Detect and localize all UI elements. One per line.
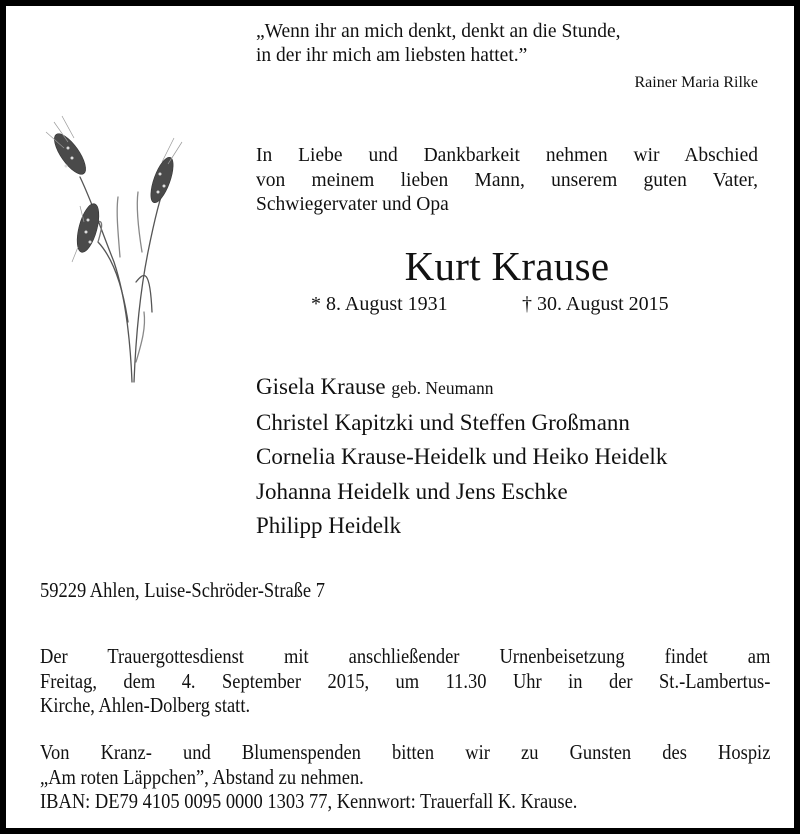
donation-line: „Am roten Läppchen”, Abstand zu nehmen. — [40, 764, 364, 789]
quote-author: Rainer Maria Rilke — [634, 74, 758, 91]
intro-line: In Liebe und Dankbarkeit nehmen wir Abschied — [256, 145, 758, 166]
mourner-name: Gisela Krause — [256, 374, 386, 399]
deceased-name: Kurt Krause — [404, 243, 610, 289]
donation-request — [40, 740, 770, 814]
birth-date: * 8. August 1931 — [311, 293, 448, 315]
service-line: Freitag, dem 4. September 2015, um 11.30 Uhr in der St.-Lambertus- — [40, 668, 771, 693]
mourner-line: Cornelia Krause-Heidelk und Heiko Heidelk — [256, 444, 668, 469]
mourners-list — [256, 370, 667, 544]
mourner-line — [256, 370, 667, 406]
family-address: 59229 Ahlen, Luise-Schröder-Straße 7 — [40, 578, 325, 602]
farewell-intro — [256, 144, 758, 218]
service-line: Kirche, Ahlen-Dolberg statt. — [40, 693, 251, 717]
rilke-quote — [256, 20, 621, 68]
service-line: Der Trauergottesdienst mit anschließender Urnenbeisetzung findet am — [40, 644, 771, 668]
mourner-line: Philipp Heidelk — [256, 513, 402, 538]
iban-line: IBAN: DE79 4105 0095 0000 1303 77, Kennwort: Trauerfall K. Krause. — [40, 789, 578, 813]
quote-line: in der ihr mich am liebsten hattet.” — [256, 45, 528, 66]
intro-line: Schwiegervater und Opa — [256, 194, 449, 215]
wheat-illustration-icon — [32, 82, 202, 402]
death-date: † 30. August 2015 — [522, 293, 669, 315]
mourner-line: Johanna Heidelk und Jens Eschke — [256, 478, 568, 504]
funeral-service-info — [40, 644, 770, 718]
maiden-name: geb. Neumann — [391, 378, 494, 398]
donation-line: Von Kranz- und Blumenspenden bitten wir zu Gunsten des Hospiz — [40, 740, 771, 764]
mourner-line: Christel Kapitzki und Steffen Großmann — [256, 409, 630, 435]
obituary-notice — [6, 6, 794, 828]
quote-line: „Wenn ihr an mich denkt, denkt an die Stunde, — [256, 21, 621, 42]
intro-line: von meinem lieben Mann, unserem guten Vater, — [256, 169, 758, 191]
